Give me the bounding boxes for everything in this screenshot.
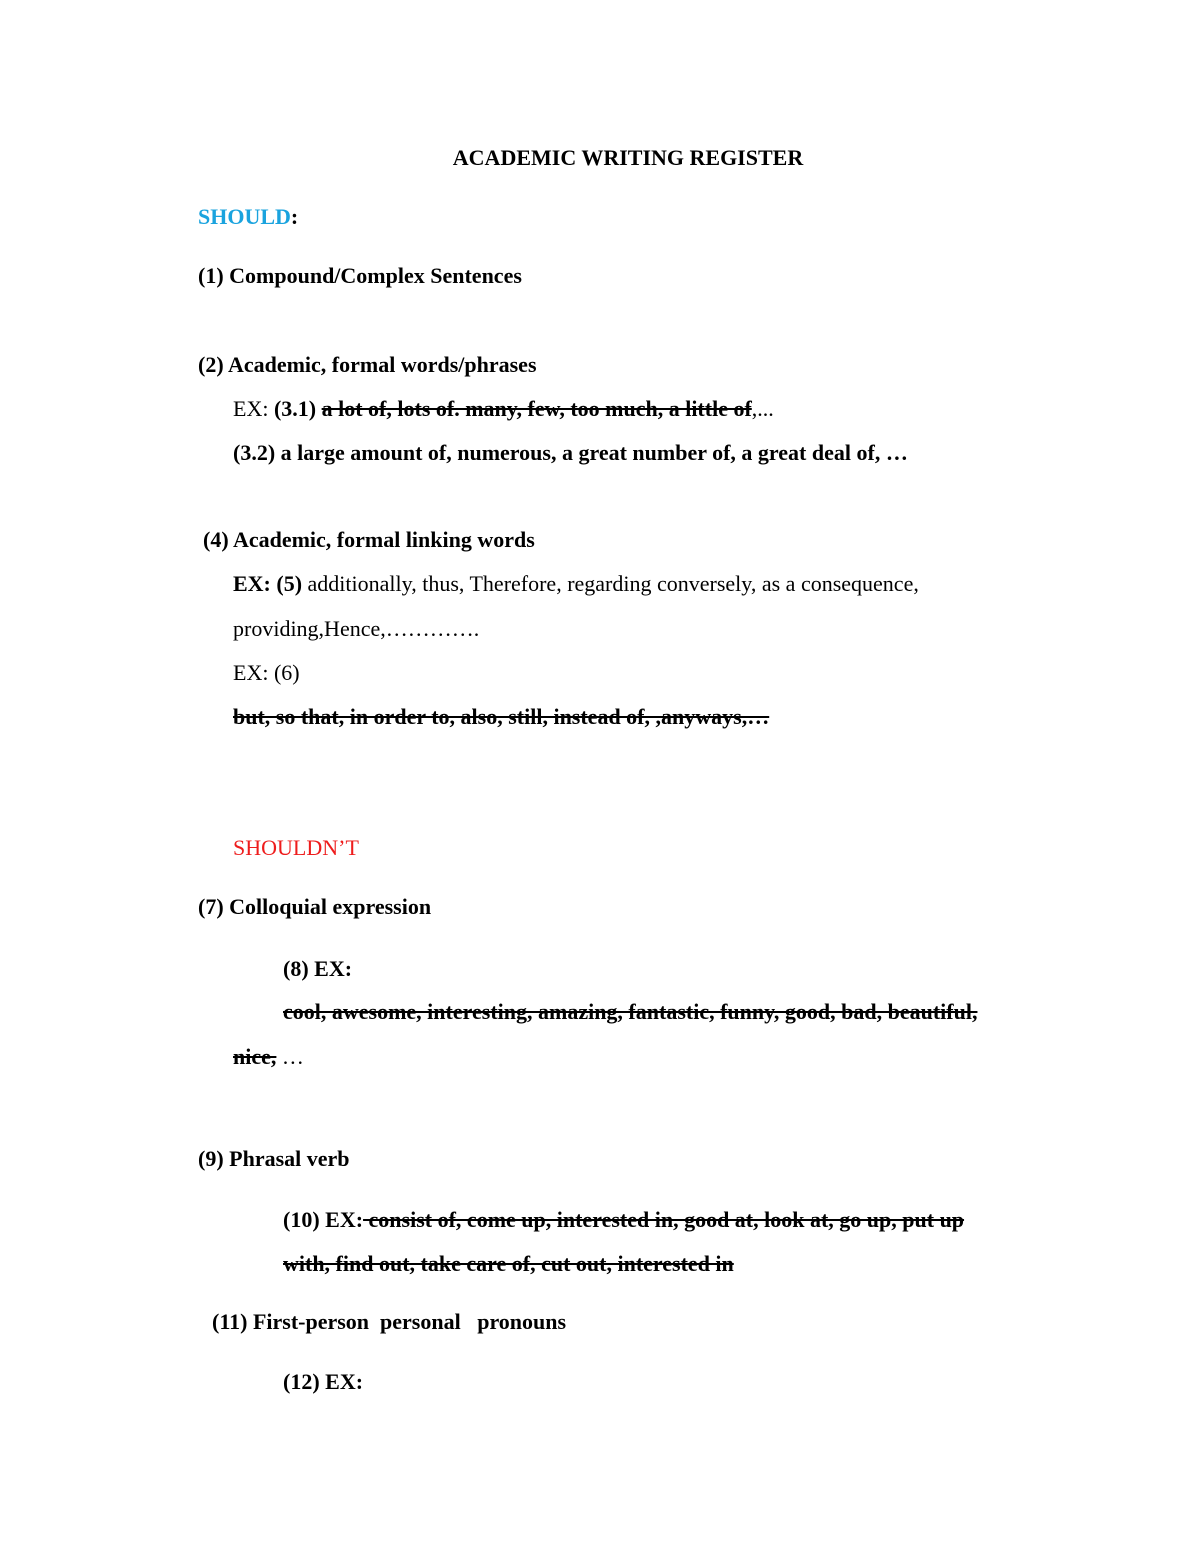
item-11-heading: (11) First-person personal pronouns [212,1309,567,1334]
item-9-heading: (9) Phrasal verb [198,1146,350,1171]
example-6-struck-words: but, so that, in order to, also, still, instead of, ,anyways,… [233,704,770,729]
item-1-heading: (1) Compound/Complex Sentences [198,263,522,288]
should-heading [198,202,298,232]
example-8-struck-line-1: cool, awesome, interesting, amazing, fantastic, funny, good, bad, beautiful, [283,999,978,1024]
example-8-ellipsis: … [276,1044,304,1069]
example-8-line-2 [233,1042,304,1072]
example-5-label: (5) [276,571,303,596]
should-colon: : [290,204,299,229]
item-2-heading: (2) Academic, formal words/phrases [198,352,537,377]
example-3-1-ellipsis: ,... [751,396,774,421]
example-3-2: (3.2) a large amount of, numerous, a great number of, a great deal of, … [233,440,908,465]
example-12-label: (12) EX: [283,1369,364,1394]
example-5-prefix: EX: [233,571,277,596]
example-5-line-2: providing,Hence,…………. [233,616,480,641]
page-title: ACADEMIC WRITING REGISTER [452,145,804,170]
shouldnt-heading: SHOULDN’T [233,835,359,860]
example-5-line-1 [233,569,919,599]
example-3-1 [233,394,774,424]
example-8-struck-line-2: nice, [233,1044,277,1069]
example-8-label: (8) EX: [283,956,353,981]
example-6-label: EX: (6) [233,660,300,685]
example-10-struck-line-2: with, find out, take care of, cut out, interested in [283,1251,734,1276]
should-label: SHOULD [198,204,291,229]
example-10-line-1 [283,1205,964,1235]
example-3-1-label: (3.1) [273,396,317,421]
item-7-heading: (7) Colloquial expression [198,894,432,919]
item-4-heading: (4) Academic, formal linking words [203,527,535,552]
example-10-struck-line-1: consist of, come up, interested in, good at, look at, go up, put up [363,1207,965,1232]
example-5-words: additionally, thus, Therefore, regarding conversely, as a consequence, [302,571,919,596]
example-10-label: (10) EX: [283,1207,364,1232]
example-3-1-struck-words: a lot of, lots of. many, few, too much, a little of [321,396,752,421]
example-3-1-prefix: EX: [233,396,274,421]
